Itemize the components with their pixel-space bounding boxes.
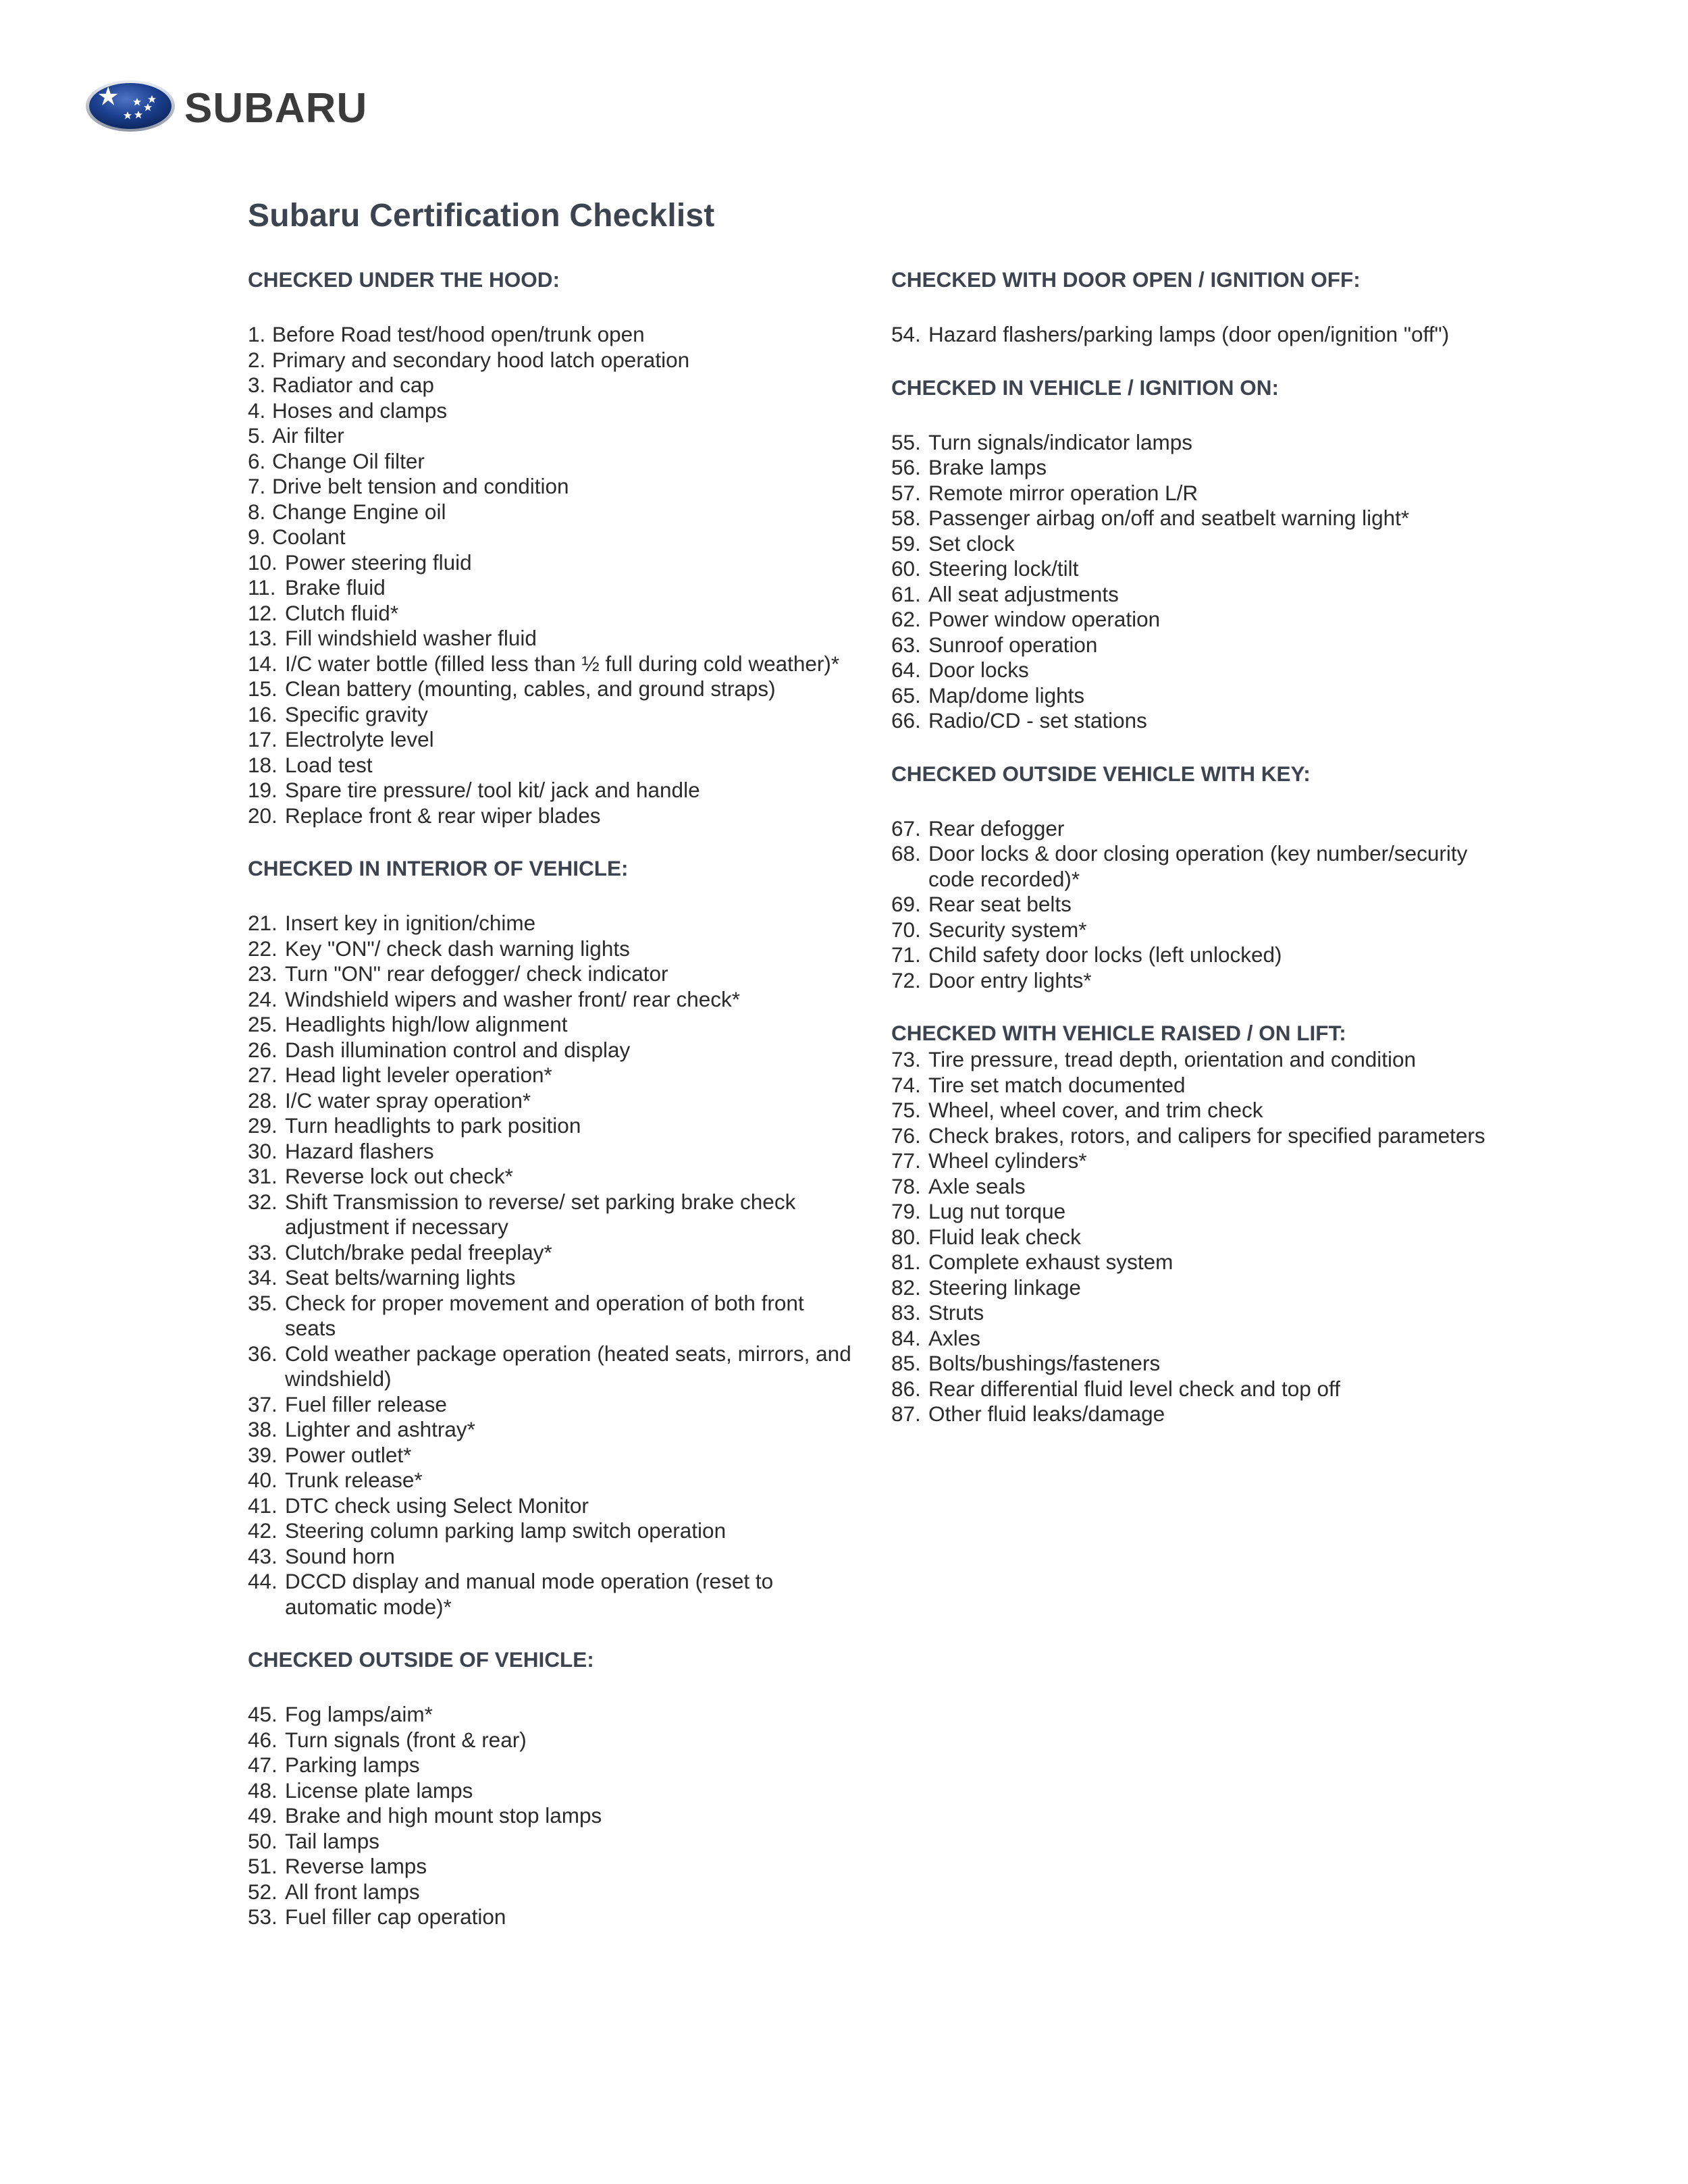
- item-number: 62.: [891, 607, 921, 631]
- item-text: I/C water bottle (filled less than ½ full during cold weather)*: [285, 651, 840, 676]
- item-number: 26.: [248, 1037, 278, 1062]
- checklist-item: [248, 1164, 855, 1190]
- checklist-item: [891, 506, 1499, 531]
- item-number: 47.: [248, 1753, 278, 1777]
- checklist-item: [248, 1265, 855, 1291]
- item-text: Tail lamps: [285, 1828, 380, 1853]
- section-spacer: [891, 734, 1499, 760]
- checklist-item: [248, 575, 855, 601]
- checklist-item: [248, 1880, 855, 1905]
- checklist-item: [248, 373, 855, 398]
- checklist-item: [891, 1402, 1499, 1427]
- item-text: Air filter: [272, 423, 344, 448]
- checklist-item: [248, 1753, 855, 1778]
- item-number: 66.: [891, 708, 921, 733]
- item-text: Load test: [285, 752, 373, 777]
- item-text: Turn signals (front & rear): [285, 1727, 527, 1752]
- item-text: Brake lamps: [928, 455, 1047, 479]
- item-text: Passenger airbag on/off and seatbelt warning light*: [928, 506, 1410, 530]
- item-text: Seat belts/warning lights: [285, 1265, 516, 1289]
- checklist-item: [891, 1174, 1499, 1200]
- checklist-section: [891, 373, 1499, 760]
- checklist-item: [891, 1326, 1499, 1352]
- section-spacer: [248, 828, 855, 854]
- checklist-items: [891, 1047, 1499, 1427]
- item-number: 28.: [248, 1088, 278, 1113]
- item-number: 68.: [891, 841, 921, 865]
- checklist-item: [891, 892, 1499, 917]
- item-number: 11.: [248, 575, 276, 600]
- item-text: Clutch fluid*: [285, 600, 399, 625]
- checklist-items: [891, 430, 1499, 734]
- section-spacer: [891, 348, 1499, 373]
- checklist-item: [248, 1518, 855, 1544]
- item-text: Clean battery (mounting, cables, and ground straps): [285, 676, 776, 701]
- checklist-item: [891, 455, 1499, 481]
- item-number: 67.: [891, 816, 921, 841]
- checklist-item: [891, 1250, 1499, 1275]
- checklist-item: [248, 1291, 855, 1341]
- item-text: Fog lamps/aim*: [285, 1702, 433, 1726]
- checklist-item: [248, 1190, 855, 1240]
- item-number: 81.: [891, 1250, 921, 1274]
- checklist-items: [248, 1702, 855, 1930]
- checklist-item: [248, 1569, 855, 1620]
- page-title: Subaru Certification Checklist: [248, 198, 715, 234]
- item-number: 77.: [891, 1148, 921, 1173]
- item-text: Axles: [928, 1325, 981, 1350]
- checklist-item: [248, 423, 855, 449]
- item-text: Turn "ON" rear defogger/ check indicator: [285, 961, 668, 986]
- checklist-items: [248, 911, 855, 1620]
- checklist-item: [248, 702, 855, 728]
- checklist-item: [248, 803, 855, 829]
- item-number: 71.: [891, 942, 921, 967]
- checklist-item: [248, 449, 855, 475]
- item-number: 36.: [248, 1341, 278, 1366]
- item-number: 79.: [891, 1199, 921, 1223]
- section-heading: CHECKED IN INTERIOR OF VEHICLE:: [248, 856, 629, 880]
- checklist-item: [891, 556, 1499, 582]
- checklist-item: [248, 398, 855, 424]
- checklist-item: [891, 1047, 1499, 1073]
- item-text: Other fluid leaks/damage: [928, 1402, 1165, 1426]
- item-text: Rear differential fluid level check and top off: [928, 1376, 1340, 1401]
- item-number: 9.: [248, 525, 266, 549]
- checklist-item: [248, 651, 855, 677]
- item-number: 13.: [248, 626, 278, 650]
- item-number: 12.: [248, 600, 278, 625]
- checklist-item: [891, 607, 1499, 633]
- item-number: 18.: [248, 752, 278, 777]
- item-number: 32.: [248, 1189, 278, 1214]
- checklist-item: [891, 531, 1499, 557]
- section-heading: CHECKED UNDER THE HOOD:: [248, 267, 560, 292]
- item-text: Struts: [928, 1300, 984, 1325]
- checklist-section: [248, 265, 855, 854]
- item-number: 35.: [248, 1290, 278, 1315]
- checklist-section: [248, 1645, 855, 1930]
- item-number: 41.: [248, 1493, 278, 1518]
- item-number: 55.: [891, 429, 921, 454]
- item-text: Door entry lights*: [928, 967, 1092, 992]
- item-number: 73.: [891, 1047, 921, 1071]
- item-number: 72.: [891, 967, 921, 992]
- checklist-item: [891, 658, 1499, 683]
- checklist-section: [891, 265, 1499, 373]
- item-number: 1.: [248, 322, 266, 346]
- item-number: 82.: [891, 1275, 921, 1300]
- item-number: 87.: [891, 1402, 921, 1426]
- checklist-item: [248, 911, 855, 936]
- checklist-item: [248, 1493, 855, 1519]
- checklist-item: [891, 1098, 1499, 1123]
- item-text: Fuel filler release: [285, 1391, 447, 1416]
- checklist-item: [891, 942, 1499, 968]
- item-text: Axle seals: [928, 1173, 1026, 1198]
- item-text: DTC check using Select Monitor: [285, 1493, 589, 1518]
- item-number: 33.: [248, 1240, 278, 1264]
- item-number: 45.: [248, 1702, 278, 1726]
- left-column: [248, 265, 855, 1930]
- item-number: 27.: [248, 1063, 278, 1087]
- item-number: 44.: [248, 1569, 278, 1593]
- item-number: 25.: [248, 1012, 278, 1036]
- item-text: Insert key in ignition/chime: [285, 911, 536, 935]
- item-number: 49.: [248, 1803, 278, 1828]
- item-text: Hazard flashers/parking lamps (door open/ignition "off"): [928, 322, 1450, 346]
- checklist-section: [891, 1019, 1499, 1427]
- item-text: Fuel filler cap operation: [285, 1905, 506, 1929]
- item-number: 48.: [248, 1778, 278, 1803]
- item-text: Wheel, wheel cover, and trim check: [928, 1098, 1263, 1122]
- item-number: 64.: [891, 658, 921, 682]
- item-text: Shift Transmission to reverse/ set parking brake check adjustment if necessary: [285, 1189, 796, 1239]
- checklist-items: [891, 816, 1499, 994]
- section-heading: CHECKED OUTSIDE VEHICLE WITH KEY:: [891, 761, 1311, 786]
- item-number: 75.: [891, 1098, 921, 1122]
- item-number: 40.: [248, 1468, 278, 1492]
- item-number: 20.: [248, 803, 278, 828]
- checklist-item: [248, 936, 855, 962]
- item-text: Fill windshield washer fluid: [285, 626, 537, 650]
- item-number: 34.: [248, 1265, 278, 1289]
- section-spacer: [891, 993, 1499, 1019]
- item-text: Steering lock/tilt: [928, 556, 1079, 581]
- item-number: 7.: [248, 474, 266, 498]
- checklist-item: [891, 968, 1499, 994]
- item-number: 16.: [248, 701, 278, 726]
- item-number: 56.: [891, 455, 921, 479]
- item-text: All seat adjustments: [928, 581, 1119, 606]
- checklist-item: [891, 1275, 1499, 1301]
- item-number: 39.: [248, 1442, 278, 1467]
- checklist-item: [248, 1139, 855, 1165]
- checklist-item: [891, 1377, 1499, 1402]
- item-number: 53.: [248, 1905, 278, 1929]
- item-text: Change Engine oil: [272, 499, 446, 524]
- item-text: Check brakes, rotors, and calipers for specified parameters: [928, 1123, 1485, 1148]
- item-text: Hoses and clamps: [272, 398, 448, 423]
- checklist-item: [248, 1240, 855, 1266]
- item-number: 22.: [248, 936, 278, 961]
- checklist-item: [248, 1038, 855, 1063]
- item-text: License plate lamps: [285, 1778, 473, 1803]
- item-text: Bolts/bushings/fasteners: [928, 1351, 1161, 1375]
- checklist-item: [248, 987, 855, 1013]
- item-text: Dash illumination control and display: [285, 1037, 631, 1062]
- checklist-item: [891, 322, 1499, 348]
- checklist-item: [891, 633, 1499, 658]
- item-number: 52.: [248, 1879, 278, 1904]
- item-number: 37.: [248, 1391, 278, 1416]
- item-text: Set clock: [928, 531, 1015, 556]
- checklist-item: [248, 525, 855, 550]
- checklist-item: [248, 1905, 855, 1930]
- item-text: Tire set match documented: [928, 1072, 1186, 1097]
- item-number: 4.: [248, 398, 266, 423]
- checklist-section: [248, 854, 855, 1645]
- checklist-item: [891, 841, 1499, 892]
- item-text: Brake and high mount stop lamps: [285, 1803, 602, 1828]
- checklist-item: [891, 1225, 1499, 1250]
- item-text: Change Oil filter: [272, 448, 425, 473]
- item-text: Steering linkage: [928, 1275, 1081, 1300]
- item-text: Windshield wipers and washer front/ rear check*: [285, 986, 741, 1011]
- checklist-item: [248, 500, 855, 525]
- section-spacer: [248, 1620, 855, 1645]
- checklist-item: [891, 582, 1499, 608]
- section-heading: CHECKED WITH DOOR OPEN / IGNITION OFF:: [891, 267, 1361, 292]
- item-text: Coolant: [272, 525, 346, 549]
- item-text: Turn signals/indicator lamps: [928, 429, 1192, 454]
- item-text: Sound horn: [285, 1543, 395, 1568]
- heading-spacer: [891, 402, 1499, 430]
- item-number: 86.: [891, 1376, 921, 1401]
- checklist-item: [891, 708, 1499, 734]
- item-text: Map/dome lights: [928, 683, 1085, 708]
- item-number: 5.: [248, 423, 266, 448]
- item-text: Radio/CD - set stations: [928, 708, 1147, 733]
- item-number: 46.: [248, 1727, 278, 1752]
- checklist-item: [891, 1123, 1499, 1149]
- heading-spacer: [248, 882, 855, 911]
- subaru-logo: [84, 78, 408, 135]
- item-text: Trunk release*: [285, 1468, 423, 1492]
- item-number: 69.: [891, 892, 921, 916]
- checklist-item: [248, 1702, 855, 1728]
- item-text: Head light leveler operation*: [285, 1063, 552, 1087]
- checklist-section: [891, 760, 1499, 1019]
- item-number: 19.: [248, 778, 278, 802]
- item-text: Check for proper movement and operation of both front seats: [285, 1290, 804, 1340]
- item-text: Security system*: [928, 917, 1087, 942]
- item-text: Reverse lock out check*: [285, 1164, 513, 1188]
- checklist-item: [248, 1803, 855, 1829]
- section-heading: CHECKED WITH VEHICLE RAISED / ON LIFT:: [891, 1021, 1346, 1045]
- item-number: 85.: [891, 1351, 921, 1375]
- item-number: 23.: [248, 961, 278, 986]
- checklist-item: [248, 1854, 855, 1880]
- item-text: Headlights high/low alignment: [285, 1012, 568, 1036]
- checklist-item: [891, 917, 1499, 943]
- item-number: 65.: [891, 683, 921, 708]
- item-text: Lighter and ashtray*: [285, 1417, 475, 1441]
- heading-spacer: [248, 294, 855, 322]
- checklist-item: [891, 1148, 1499, 1174]
- checklist-item: [891, 1073, 1499, 1098]
- item-number: 70.: [891, 917, 921, 942]
- item-text: Replace front & rear wiper blades: [285, 803, 601, 828]
- checklist-item: [248, 778, 855, 803]
- item-text: Steering column parking lamp switch operation: [285, 1518, 727, 1543]
- checklist-item: [248, 1341, 855, 1392]
- checklist-item: [248, 676, 855, 702]
- checklist-item: [891, 481, 1499, 506]
- heading-spacer: [248, 1674, 855, 1702]
- checklist-item: [891, 1351, 1499, 1377]
- item-text: Key "ON"/ check dash warning lights: [285, 936, 630, 961]
- item-number: 78.: [891, 1173, 921, 1198]
- checklist-item: [248, 961, 855, 987]
- item-text: Rear defogger: [928, 816, 1065, 841]
- item-number: 38.: [248, 1417, 278, 1441]
- item-text: Reverse lamps: [285, 1854, 427, 1878]
- item-number: 14.: [248, 651, 278, 676]
- item-number: 15.: [248, 676, 278, 701]
- item-text: Child safety door locks (left unlocked): [928, 942, 1282, 967]
- heading-spacer: [891, 788, 1499, 816]
- item-number: 17.: [248, 727, 278, 751]
- item-text: Remote mirror operation L/R: [928, 480, 1198, 505]
- checklist-item: [248, 1778, 855, 1804]
- item-text: Brake fluid: [285, 575, 386, 600]
- right-column: [891, 265, 1499, 1427]
- item-number: 50.: [248, 1828, 278, 1853]
- item-text: Door locks & door closing operation (key number/security code recorded)*: [928, 841, 1468, 891]
- item-text: Cold weather package operation (heated seats, mirrors, and windshield): [285, 1341, 851, 1391]
- checklist-item: [891, 683, 1499, 709]
- item-text: Sunroof operation: [928, 632, 1098, 657]
- checklist-item: [248, 1392, 855, 1418]
- item-number: 60.: [891, 556, 921, 581]
- item-number: 8.: [248, 499, 266, 524]
- checklist-item: [248, 474, 855, 500]
- item-text: Power steering fluid: [285, 550, 472, 575]
- item-text: DCCD display and manual mode operation (reset to automatic mode)*: [285, 1569, 774, 1619]
- item-number: 74.: [891, 1072, 921, 1097]
- item-text: I/C water spray operation*: [285, 1088, 531, 1113]
- checklist-item: [891, 1300, 1499, 1326]
- item-text: Door locks: [928, 658, 1029, 682]
- item-number: 57.: [891, 480, 921, 505]
- item-number: 58.: [891, 506, 921, 530]
- section-heading: CHECKED OUTSIDE OF VEHICLE:: [248, 1647, 594, 1672]
- checklist-item: [248, 1468, 855, 1493]
- item-number: 29.: [248, 1113, 278, 1138]
- checklist-item: [248, 753, 855, 778]
- checklist-item: [248, 1088, 855, 1114]
- section-heading: CHECKED IN VEHICLE / IGNITION ON:: [891, 375, 1280, 400]
- item-number: 24.: [248, 986, 278, 1011]
- item-text: All front lamps: [285, 1879, 420, 1904]
- checklist-item: [891, 816, 1499, 842]
- item-text: Hazard flashers: [285, 1138, 434, 1163]
- item-number: 21.: [248, 911, 278, 935]
- item-text: Lug nut torque: [928, 1199, 1066, 1223]
- item-text: Complete exhaust system: [928, 1250, 1173, 1274]
- item-number: 42.: [248, 1518, 278, 1543]
- checklist-item: [248, 601, 855, 627]
- checklist-items: [891, 322, 1499, 348]
- item-text: Power window operation: [928, 607, 1161, 631]
- item-text: Specific gravity: [285, 701, 428, 726]
- item-text: Turn headlights to park position: [285, 1113, 581, 1138]
- item-number: 51.: [248, 1854, 278, 1878]
- item-number: 31.: [248, 1164, 278, 1188]
- checklist-item: [248, 727, 855, 753]
- checklist-item: [248, 1417, 855, 1443]
- heading-spacer: [891, 294, 1499, 322]
- item-text: Spare tire pressure/ tool kit/ jack and handle: [285, 778, 700, 802]
- item-text: Rear seat belts: [928, 892, 1072, 916]
- item-number: 80.: [891, 1224, 921, 1249]
- item-text: Fluid leak check: [928, 1224, 1081, 1249]
- item-text: Parking lamps: [285, 1753, 420, 1777]
- item-number: 30.: [248, 1138, 278, 1163]
- checklist-item: [248, 1012, 855, 1038]
- checklist-item: [248, 550, 855, 576]
- item-text: Power outlet*: [285, 1442, 412, 1467]
- checklist-item: [248, 1443, 855, 1468]
- checklist-item: [891, 430, 1499, 456]
- item-text: Radiator and cap: [272, 373, 434, 397]
- item-text: Wheel cylinders*: [928, 1148, 1087, 1173]
- checklist-item: [248, 1829, 855, 1855]
- checklist-item: [248, 1728, 855, 1753]
- item-number: 6.: [248, 448, 266, 473]
- checklist-item: [248, 322, 855, 348]
- item-number: 63.: [891, 632, 921, 657]
- item-text: Primary and secondary hood latch operation: [272, 347, 690, 372]
- item-text: Drive belt tension and condition: [272, 474, 569, 498]
- item-number: 76.: [891, 1123, 921, 1148]
- item-number: 10.: [248, 550, 278, 575]
- checklist-item: [248, 1544, 855, 1570]
- brand-wordmark: SUBARU: [184, 85, 368, 132]
- item-number: 61.: [891, 581, 921, 606]
- subaru-logo-graphic: [84, 78, 408, 135]
- item-text: Clutch/brake pedal freeplay*: [285, 1240, 552, 1264]
- item-number: 43.: [248, 1543, 278, 1568]
- item-number: 59.: [891, 531, 921, 556]
- checklist-item: [248, 1063, 855, 1088]
- checklist-item: [248, 626, 855, 651]
- item-number: 83.: [891, 1300, 921, 1325]
- checklist-item: [891, 1199, 1499, 1225]
- item-number: 3.: [248, 373, 266, 397]
- item-text: Tire pressure, tread depth, orientation and condition: [928, 1047, 1417, 1071]
- item-text: Before Road test/hood open/trunk open: [272, 322, 645, 346]
- checklist-items: [248, 322, 855, 828]
- item-number: 84.: [891, 1325, 921, 1350]
- checklist-item: [248, 348, 855, 373]
- item-number: 2.: [248, 347, 266, 372]
- checklist-item: [248, 1113, 855, 1139]
- item-number: 54.: [891, 322, 921, 346]
- item-text: Electrolyte level: [285, 727, 434, 751]
